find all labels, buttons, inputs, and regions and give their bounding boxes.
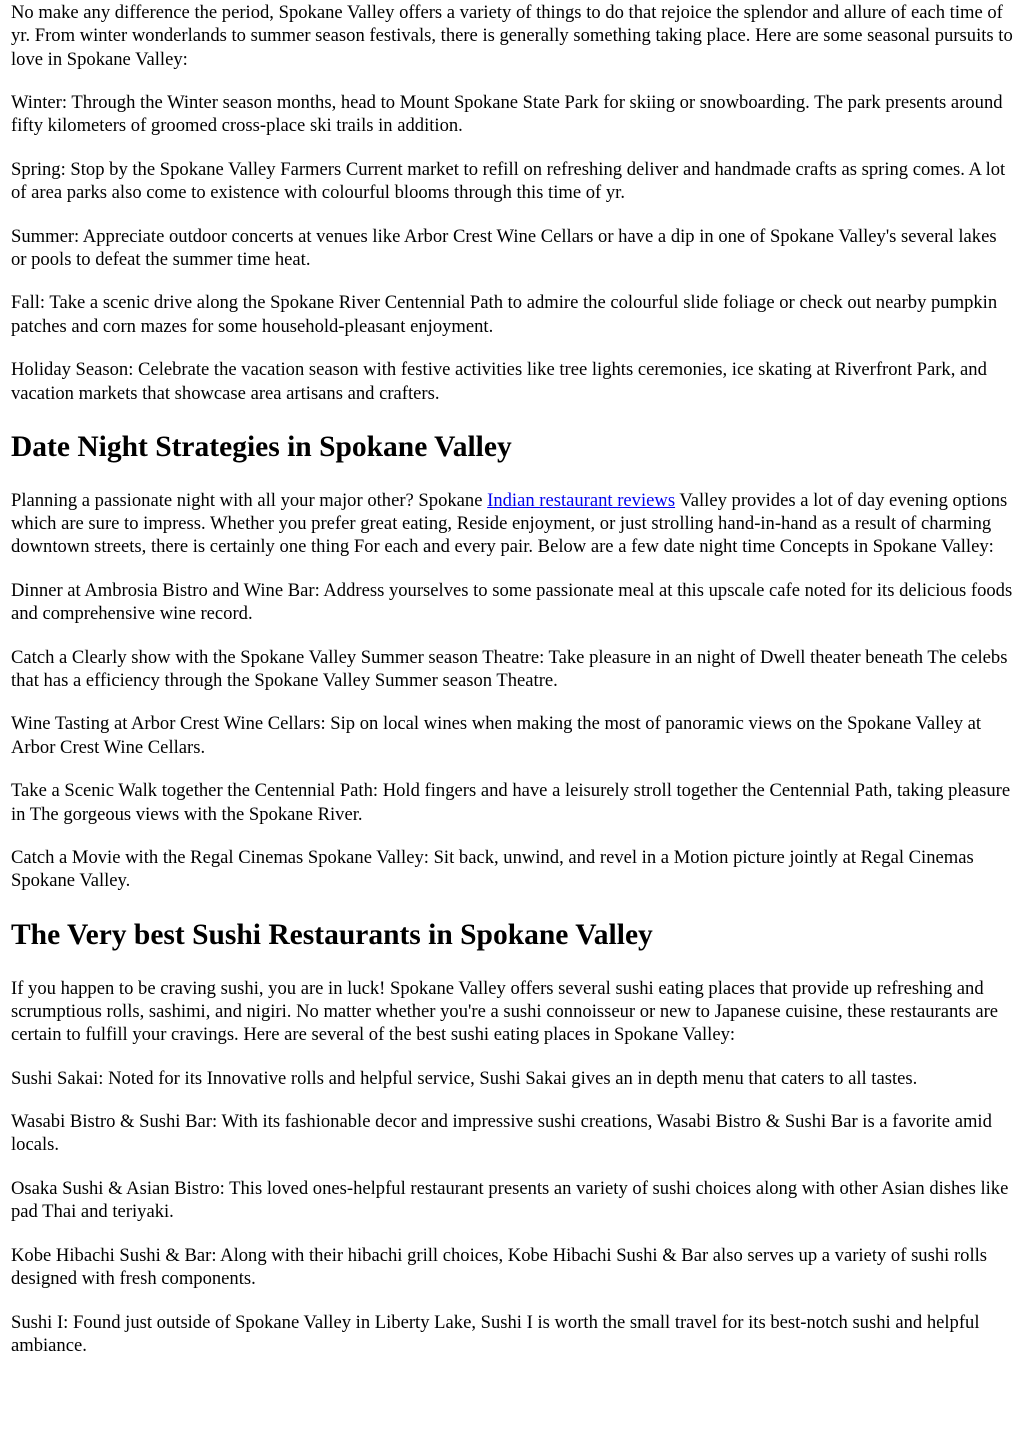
- sushi-intro-paragraph: If you happen to be craving sushi, you are in luck! Spokane Valley offers several sushi eating places that provide up refreshing and scrumptious rolls, sashimi, and nigiri. No matter whether you're a sushi connoisseur or new to Japanese cuisine, these restaurants are certain to fulfill your cravings. Here are several of the best sushi eating places in Spokane Valley:: [11, 977, 999, 1046]
- sushi-heading: The Very best Sushi Restaurants in Spokane Valley: [11, 918, 653, 951]
- fall-paragraph: Fall: Take a scenic drive along the Spokane River Centennial Path to admire the colourful slide foliage or check out nearby pumpkin patches and corn mazes for some household-pleasant enjoyment.: [11, 292, 998, 337]
- holiday-paragraph: Holiday Season: Celebrate the vacation season with festive activities like tree lights ceremonies, ice skating at Riverfront Park, and vacation markets that showcase area artisans and crafters.: [11, 359, 987, 404]
- sushi-item: Osaka Sushi & Asian Bistro: This loved ones-helpful restaurant presents an variety of sushi choices along with other Asian dishes like pad Thai and teriyaki.: [11, 1177, 1009, 1223]
- indian-restaurant-reviews-link[interactable]: Indian restaurant reviews: [487, 489, 676, 511]
- seasonal-section: [11, 1, 1014, 405]
- date-night-heading: Date Night Strategies in Spokane Valley: [11, 430, 512, 463]
- spring-paragraph: Spring: Stop by the Spokane Valley Farmers Current market to refill on refreshing deliver and handmade crafts as spring comes. A lot of area parks also come to existence with colourful blooms through this time of yr.: [11, 158, 1006, 204]
- sushi-item: Kobe Hibachi Sushi & Bar: Along with their hibachi grill choices, Kobe Hibachi Sushi & Bar also serves up a variety of sushi rolls designed with fresh components.: [11, 1244, 988, 1290]
- date-night-section: [11, 430, 1014, 893]
- date-night-item: Catch a Clearly show with the Spokane Valley Summer season Theatre: Take pleasure in an night of Dwell theater beneath The celebs that has a efficiency through the Spokane Valley Summer season Theatre.: [11, 646, 1008, 691]
- date-night-lead-before: Planning a passionate night with all your major other? Spokane: [11, 489, 488, 511]
- date-night-item: Wine Tasting at Arbor Crest Wine Cellars: Sip on local wines when making the most of panoramic views on the Spokane Valley at Arbor Crest Wine Cellars.: [11, 713, 982, 758]
- winter-paragraph: Winter: Through the Winter season months, head to Mount Spokane State Park for skiing or snowboarding. The park presents around fifty kilometers of groomed cross-place ski trails in addition.: [11, 92, 1003, 137]
- date-night-item: Catch a Movie with the Regal Cinemas Spokane Valley: Sit back, unwind, and revel in a Motion picture jointly at Regal Cinemas Spokane Valley.: [11, 847, 974, 892]
- sushi-item: Sushi I: Found just outside of Spokane Valley in Liberty Lake, Sushi I is worth the small travel for its best-notch sushi and helpful ambiance.: [11, 1311, 980, 1356]
- sushi-item: Sushi Sakai: Noted for its Innovative rolls and helpful service, Sushi Sakai gives an in depth menu that caters to all tastes.: [11, 1067, 918, 1089]
- intro-paragraph: No make any difference the period, Spokane Valley offers a variety of things to do that rejoice the splendor and allure of each time of yr. From winter wonderlands to summer season festivals, there is generally something taking place. Here are some seasonal pursuits to love in Spokane Valley:: [11, 2, 1013, 70]
- sushi-item: Wasabi Bistro & Sushi Bar: With its fashionable decor and impressive sushi creations, Wasabi Bistro & Sushi Bar is a favorite amid locals.: [11, 1111, 992, 1156]
- sushi-section: [11, 918, 1014, 1358]
- date-night-lead-paragraph: [11, 489, 1014, 559]
- summer-paragraph: Summer: Appreciate outdoor concerts at venues like Arbor Crest Wine Cellars or have a dip in one of Spokane Valley's several lakes or pools to defeat the summer time heat.: [11, 225, 997, 270]
- date-night-lead-after: Valley provides a lot of day evening options which are sure to impress. Whether you prefer great eating, Reside enjoyment, or just strolling hand-in-hand as a result of charming downtown streets, there is certainly one thing For each and every pair. Below are a few date night time Concepts in Spokane Valley:: [11, 489, 1008, 558]
- date-night-item: Dinner at Ambrosia Bistro and Wine Bar: Address yourselves to some passionate meal at this upscale cafe noted for its delicious foods and comprehensive wine record.: [11, 579, 1013, 625]
- date-night-item: Take a Scenic Walk together the Centennial Path: Hold fingers and have a leisurely stroll together the Centennial Path, taking pleasure in The gorgeous views with the Spokane River.: [11, 780, 1011, 825]
